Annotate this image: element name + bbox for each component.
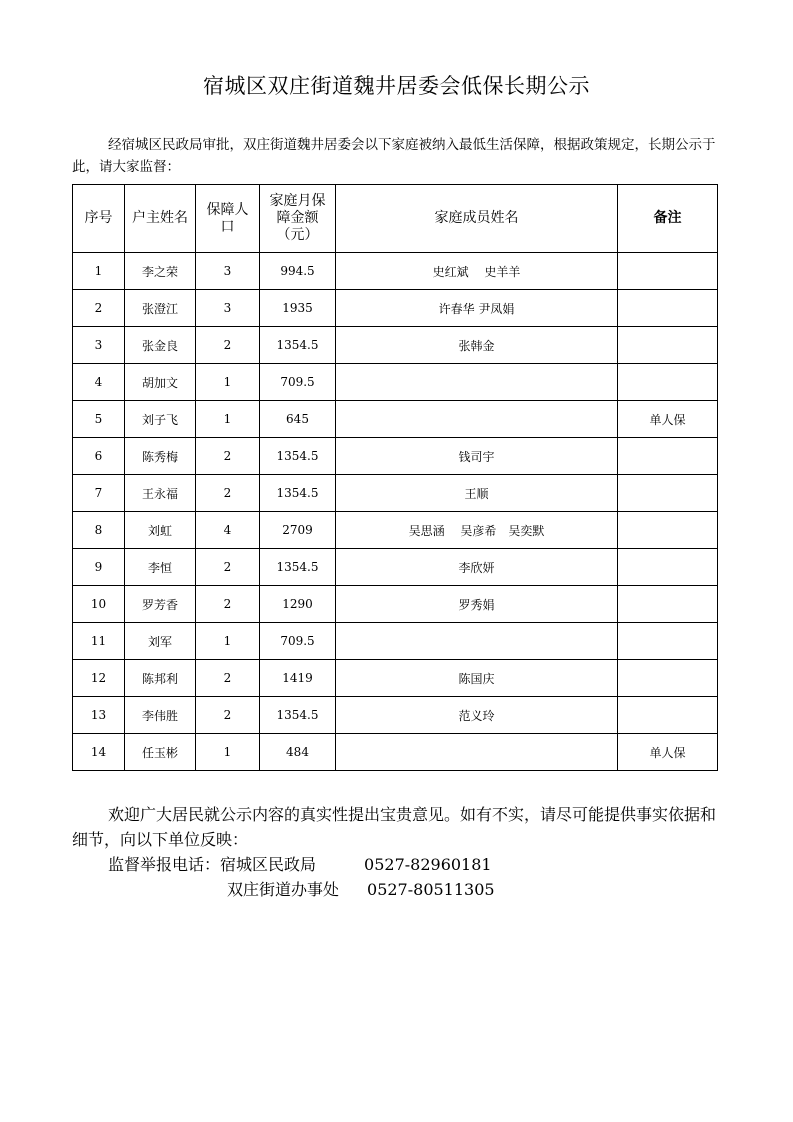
cell-note — [618, 290, 718, 327]
cell-index: 5 — [73, 401, 125, 438]
header-population-text: 保障人口 — [206, 201, 249, 235]
cell-name: 刘军 — [125, 623, 196, 660]
cell-note — [618, 697, 718, 734]
cell-members — [336, 364, 618, 401]
cell-amount: 2709 — [260, 512, 336, 549]
table-row — [73, 401, 718, 438]
cell-amount: 1354.5 — [260, 697, 336, 734]
table-row — [73, 623, 718, 660]
table-row — [73, 697, 718, 734]
cell-population: 1 — [196, 734, 260, 771]
table-header-row — [73, 185, 718, 253]
cell-note: 单人保 — [618, 734, 718, 771]
cell-name: 王永福 — [125, 475, 196, 512]
cell-index: 6 — [73, 438, 125, 475]
cell-amount: 1935 — [260, 290, 336, 327]
header-head-name: 户主姓名 — [125, 185, 196, 253]
table-row — [73, 327, 718, 364]
cell-amount: 709.5 — [260, 364, 336, 401]
header-members: 家庭成员姓名 — [336, 185, 618, 253]
cell-amount: 1354.5 — [260, 549, 336, 586]
cell-name: 任玉彬 — [125, 734, 196, 771]
contact-label: 监督举报电话： — [108, 855, 221, 874]
cell-note: 单人保 — [618, 401, 718, 438]
cell-members: 罗秀娟 — [336, 586, 618, 623]
cell-index: 9 — [73, 549, 125, 586]
cell-name: 陈邦利 — [125, 660, 196, 697]
cell-members: 李欣妍 — [336, 549, 618, 586]
footer-paragraph: 欢迎广大居民就公示内容的真实性提出宝贵意见。如有不实，请尽可能提供事实依据和细节，向以下单位反映： — [72, 805, 717, 849]
cell-population: 2 — [196, 327, 260, 364]
contact-line-2 — [72, 877, 722, 902]
table-row — [73, 438, 718, 475]
cell-name: 李恒 — [125, 549, 196, 586]
cell-note — [618, 475, 718, 512]
contact1-org: 宿城区民政局 — [220, 855, 317, 874]
table-row — [73, 364, 718, 401]
cell-index: 8 — [73, 512, 125, 549]
cell-amount: 709.5 — [260, 623, 336, 660]
contact2-phone: 0527-80511305 — [367, 880, 495, 899]
cell-members — [336, 401, 618, 438]
cell-note — [618, 623, 718, 660]
table-row — [73, 549, 718, 586]
table-body — [73, 253, 718, 771]
contact-line-1 — [72, 852, 722, 877]
cell-note — [618, 549, 718, 586]
header-amount — [260, 185, 336, 253]
header-note: 备注 — [618, 185, 718, 253]
cell-index: 13 — [73, 697, 125, 734]
table-row — [73, 290, 718, 327]
cell-index: 1 — [73, 253, 125, 290]
cell-amount: 1354.5 — [260, 327, 336, 364]
cell-name: 陈秀梅 — [125, 438, 196, 475]
cell-name: 李之荣 — [125, 253, 196, 290]
intro-paragraph: 经宿城区民政局审批，双庄街道魏井居委会以下家庭被纳入最低生活保障，根据政策规定，长期公示于此，请大家监督： — [72, 137, 716, 175]
cell-members: 陈国庆 — [336, 660, 618, 697]
table-row — [73, 586, 718, 623]
cell-name: 刘虹 — [125, 512, 196, 549]
cell-members: 钱司宇 — [336, 438, 618, 475]
cell-members: 吴思涵 吴彦希 吴奕默 — [336, 512, 618, 549]
cell-note — [618, 438, 718, 475]
cell-members: 王顺 — [336, 475, 618, 512]
subsidy-table — [72, 184, 718, 771]
cell-amount: 1419 — [260, 660, 336, 697]
cell-population: 2 — [196, 549, 260, 586]
cell-population: 4 — [196, 512, 260, 549]
contact1-phone: 0527-82960181 — [364, 855, 492, 874]
cell-name: 胡加文 — [125, 364, 196, 401]
table-row — [73, 475, 718, 512]
page-title: 宿城区双庄街道魏井居委会低保长期公示 — [203, 74, 590, 98]
cell-name: 张澄江 — [125, 290, 196, 327]
cell-name: 刘子飞 — [125, 401, 196, 438]
cell-name: 罗芳香 — [125, 586, 196, 623]
cell-members: 张韩金 — [336, 327, 618, 364]
cell-note — [618, 660, 718, 697]
footer-section — [72, 802, 722, 902]
cell-population: 1 — [196, 364, 260, 401]
cell-population: 2 — [196, 660, 260, 697]
cell-members: 范义玲 — [336, 697, 618, 734]
cell-population: 1 — [196, 623, 260, 660]
cell-members: 史红斌 史羊羊 — [336, 253, 618, 290]
cell-members: 许春华 尹凤娟 — [336, 290, 618, 327]
cell-note — [618, 253, 718, 290]
cell-amount: 645 — [260, 401, 336, 438]
header-amount-text: 家庭月保障金额（元） — [269, 193, 326, 243]
cell-index: 2 — [73, 290, 125, 327]
cell-population: 3 — [196, 290, 260, 327]
cell-name: 李伟胜 — [125, 697, 196, 734]
cell-index: 7 — [73, 475, 125, 512]
cell-index: 12 — [73, 660, 125, 697]
cell-index: 3 — [73, 327, 125, 364]
cell-population: 2 — [196, 586, 260, 623]
cell-note — [618, 586, 718, 623]
cell-amount: 1354.5 — [260, 438, 336, 475]
table-row — [73, 660, 718, 697]
cell-amount: 1354.5 — [260, 475, 336, 512]
table-row — [73, 512, 718, 549]
cell-members — [336, 734, 618, 771]
cell-amount: 484 — [260, 734, 336, 771]
cell-note — [618, 512, 718, 549]
table-row — [73, 734, 718, 771]
cell-population: 2 — [196, 475, 260, 512]
cell-index: 11 — [73, 623, 125, 660]
cell-index: 14 — [73, 734, 125, 771]
table-row — [73, 253, 718, 290]
cell-population: 1 — [196, 401, 260, 438]
cell-population: 2 — [196, 697, 260, 734]
cell-members — [336, 623, 618, 660]
cell-amount: 994.5 — [260, 253, 336, 290]
header-population — [196, 185, 260, 253]
cell-population: 2 — [196, 438, 260, 475]
cell-index: 4 — [73, 364, 125, 401]
cell-index: 10 — [73, 586, 125, 623]
header-index: 序号 — [73, 185, 125, 253]
cell-name: 张金良 — [125, 327, 196, 364]
cell-note — [618, 327, 718, 364]
cell-note — [618, 364, 718, 401]
cell-population: 3 — [196, 253, 260, 290]
contact2-org: 双庄街道办事处 — [227, 880, 340, 899]
cell-amount: 1290 — [260, 586, 336, 623]
